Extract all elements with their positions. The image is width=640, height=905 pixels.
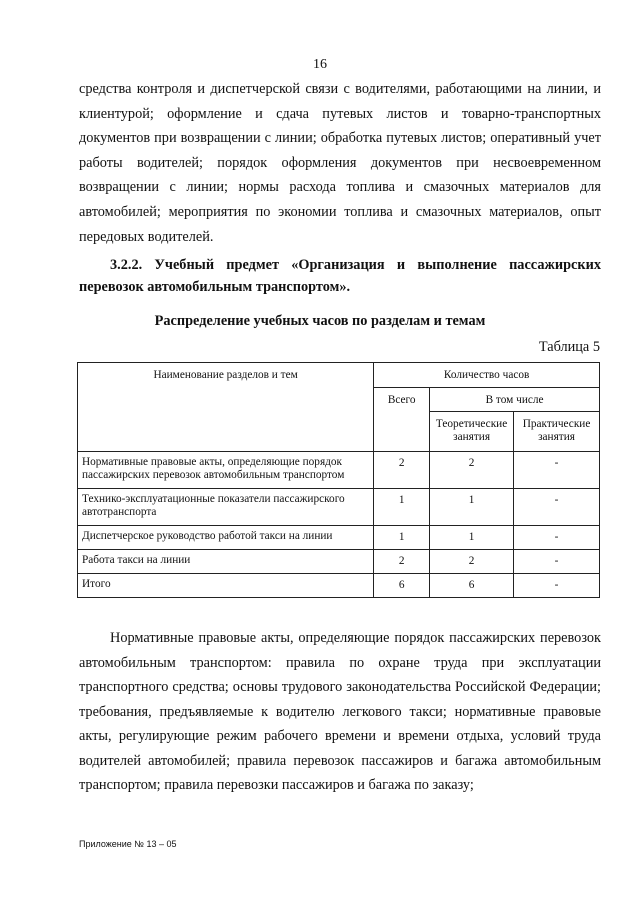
row-total: 2 [374, 452, 430, 489]
page-number: 16 [313, 57, 327, 72]
table-caption: Распределение учебных часов по разделам и темам [154, 313, 486, 329]
table-row [78, 526, 600, 550]
row-practice: - [514, 526, 600, 550]
table-row [78, 452, 600, 489]
row-theory: 2 [430, 452, 514, 489]
section-heading: 3.2.2. Учебный предмет «Организация и выполнение пассажирских перевозок автомобильным транспортом». [79, 257, 601, 295]
row-total: 1 [374, 489, 430, 526]
paragraph-2: Нормативные правовые акты, определяющие порядок пассажирских перевозок автомобильным транспортом: правила по охране труда при эксплуатации транспортного средства; основы трудового законодательства Российской Федерации; требования, предъявляемые к водителю легкового такси; нормативные правовые акты, регулирующие режим рабочего времени и времени отдыха, условий труда водителей автомобилей; правила перевозок пассажиров и багажа автомобильным транспортом; правила перевозки пассажиров и багажа по заказу; [79, 630, 601, 793]
header-practice: Практические занятия [514, 412, 600, 452]
row-name: Итого [78, 574, 374, 598]
row-name: Диспетчерское руководство работой такси на линии [78, 526, 374, 550]
row-total: 2 [374, 550, 430, 574]
row-total: 1 [374, 526, 430, 550]
header-hours: Количество часов [374, 363, 600, 388]
table-row [78, 489, 600, 526]
row-practice: - [514, 574, 600, 598]
row-name: Технико-эксплуатационные показатели пассажирского автотранспорта [78, 489, 374, 526]
header-name: Наименование разделов и тем [78, 363, 374, 452]
table-row [78, 574, 600, 598]
row-practice: - [514, 550, 600, 574]
footer-note: Приложение № 13 – 05 [79, 839, 177, 849]
row-theory: 6 [430, 574, 514, 598]
table-row [78, 550, 600, 574]
table-number: Таблица 5 [538, 339, 600, 355]
paragraph-1: средства контроля и диспетчерской связи с водителями, работающими на линии, и клиентурой; оформление и сдача путевых листов и товарно-транспортных документов при возвращении с линии; обработка путевых листов; оперативный учет работы водителей; порядок оформления документов при несвоевременном возвращении с линии; нормы расхода топлива и смазочных материалов для автомобилей; мероприятия по экономии топлива и смазочных материалов, опыт передовых водителей. [79, 81, 601, 245]
header-theory: Теоретические занятия [430, 412, 514, 452]
row-theory: 1 [430, 489, 514, 526]
row-practice: - [514, 452, 600, 489]
row-total: 6 [374, 574, 430, 598]
row-name: Нормативные правовые акты, определяющие порядок пассажирских перевозок автомобильным транспортом [78, 452, 374, 489]
header-total: Всего [374, 388, 430, 452]
hours-table [77, 362, 600, 598]
row-theory: 1 [430, 526, 514, 550]
row-practice: - [514, 489, 600, 526]
row-name: Работа такси на линии [78, 550, 374, 574]
header-including: В том числе [430, 388, 600, 412]
row-theory: 2 [430, 550, 514, 574]
